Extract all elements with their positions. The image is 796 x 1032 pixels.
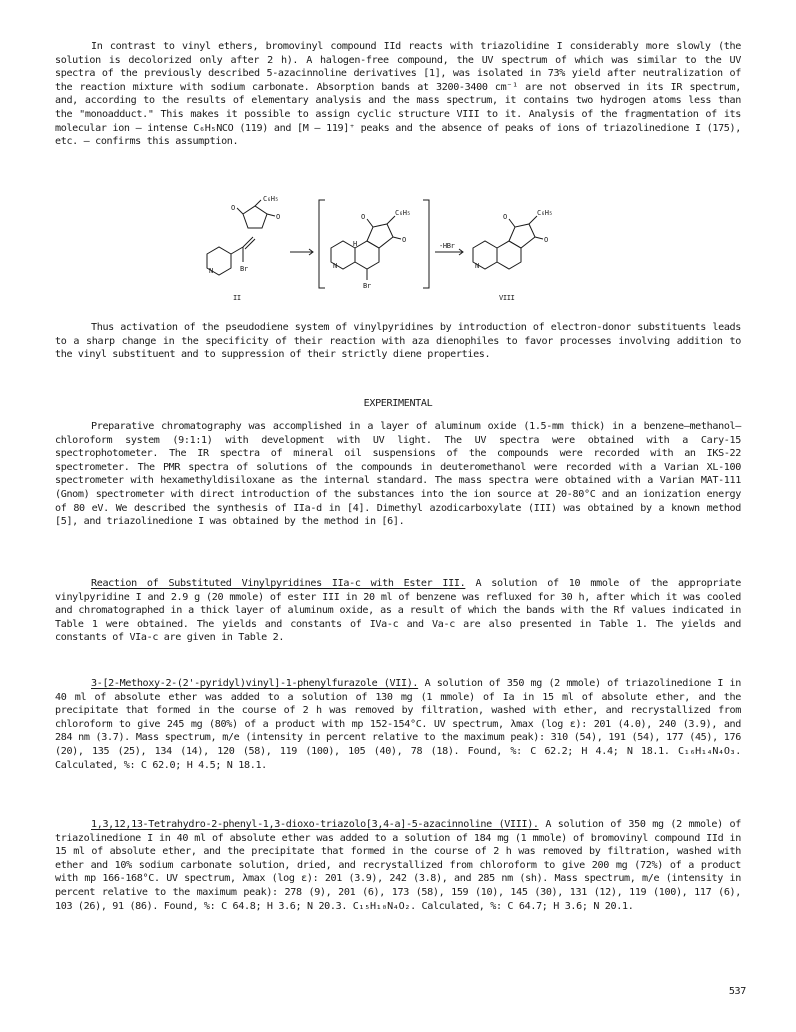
paragraph-reaction-iia-c (55, 577, 741, 645)
dihydro-ring-middle (355, 241, 379, 269)
triazolinedione-ring-middle (367, 224, 393, 248)
scheme-c6h5-right: C₆H₅ (537, 209, 553, 217)
bracket-right (423, 200, 429, 288)
scheme-n-middle: N (333, 262, 337, 270)
compound-vii-title: 3-[2-Methoxy-2-(2'-pyridyl)vinyl]-1-phenylfurazole (VII). (91, 678, 419, 689)
reaction-scheme-drawing (195, 192, 595, 312)
triazolinedione-ring-left (243, 206, 267, 228)
section-heading-experimental: EXPERIMENTAL (363, 398, 433, 409)
scheme-o-right-1: O (503, 213, 507, 221)
scheme-n-right: N (475, 262, 479, 270)
reaction-iia-c-title: Reaction of Substituted Vinylpyridines IIa-c with Ester III. (91, 578, 466, 589)
paragraph-intro: In contrast to vinyl ethers, bromovinyl compound IId reacts with triazolidine I considerably more slowly (the solution is decolorized only after 2 h). A halogen-free compound, the UV spectrum of which was similar to the UV spectra of the previously described 5-azacinnoline derivatives [1], was isolated in 73% yield after neutralization of the reaction mixture with sodium carbonate. Absorption bands at 3200-3400 cm⁻¹ are not observed in its IR spectrum, and, according to the results of elementary analysis and the mass spectrum, it contains two hydrogen atoms less than the "monoadduct." This makes it possible to assign cyclic structure VIII to it. Analysis of the fragmentation of its molecular ion — intense C₆H₅NCO (119) and [M — 119]⁺ peaks and the absence of peaks of ions of triazolinedione I (175), etc. — confirms this assumption. (55, 41, 741, 148)
scheme-c6h5-middle: C₆H₅ (395, 209, 411, 217)
scheme-n-left: N (209, 267, 213, 275)
scheme-o-middle-2: O (402, 236, 406, 244)
reagent-label: -HBr (439, 242, 455, 250)
scheme-o-middle-1: O (361, 213, 365, 221)
scheme-o-left-1: O (231, 204, 235, 212)
scheme-c6h5-left: C₆H₅ (263, 195, 279, 203)
pyridazine-ring-right (497, 241, 521, 269)
compound-vii-body: A solution of 350 mg (2 mmole) of triazolinedione I in 40 ml of absolute ether was added to a solution of 130 mg (1 mmole) of Ia in 15 ml of absolute ether, and the precipitate that formed in the course of 2 h was removed by filtration, washed with ether, and recrystallized from chloroform to give 245 mg (80%) of a product with mp 152-154°C. UV spectrum, λmax (log ε): 201 (4.0), 240 (3.9), and 284 nm (3.7). Mass spectrum, m/e (intensity in percent relative to the maximum peak): 310 (54), 191 (54), 177 (45), 176 (20), 135 (25), 134 (14), 120 (58), 119 (100), 105 (40), 78 (18). Found, %: C 62.2; H 4.4; N 18.1. C₁₆H₁₄N₄O₃. Calculated, %: C 62.0; H 4.5; N 18.1. (55, 678, 742, 771)
page-number: 537 (728, 986, 746, 997)
reaction-iia-c-body: A solution of 10 mmole of the appropriate vinylpyridine I and 2.9 g (20 mmole) of ester III in 20 ml of benzene was refluxed for 30 h, after which it was cooled and chromatographed in a thick layer of aluminum oxide, as a result of which the bands with the Rf values indicated in Table 1 were obtained. The yields and constants of IVa-c and Va-c are also presented in Table 1. The yields and constants of VIa-c are given in Table 2. (55, 578, 741, 644)
scheme-o-right-2: O (544, 236, 548, 244)
scheme-o-left-2: O (276, 213, 280, 221)
paragraph-compound-vii (55, 677, 741, 772)
compound-label-ii: II (233, 294, 241, 302)
triazolinedione-ring-right (509, 224, 535, 248)
paragraph-methods: Preparative chromatography was accomplished in a layer of aluminum oxide (1.5-mm thick) in a benzene—methanol—chloroform system (9:1:1) with development with UV light. The UV spectra were obtained with a Cary-15 spectrophotometer. The IR spectra of mineral oil suspensions of the compounds were recorded with an IKS-22 spectrometer. The PMR spectra of solutions of the compounds in deuteromethanol were recorded with a Varian XL-100 spectrometer with hexamethyldisiloxane as the internal standard. The mass spectra were obtained with a Varian MAT-111 (Gnom) spectrometer with direct introduction of the substances into the ion source at 20-80°C and an ionization energy of 80 eV. We described the synthesis of IIa-d in [4]. Dimethyl azodicarboxylate (III) was obtained by a known method [5], and triazolinedione I was obtained by the method in [6]. (55, 421, 741, 528)
paragraph-compound-viii (55, 818, 741, 913)
bracket-left (319, 200, 325, 288)
paragraph-activation: Thus activation of the pseudodiene system of vinylpyridines by introduction of electron-donor substituents leads to a sharp change in the specificity of their reaction with aza dienophiles to favor processes involving addition to the vinyl substituent and to suppression of their strictly diene properties. (55, 322, 741, 361)
scheme-h-middle: H (353, 240, 357, 248)
compound-label-viii: VIII (499, 294, 515, 302)
scheme-br-middle: Br (363, 282, 371, 290)
scheme-br-left: Br (240, 265, 248, 273)
compound-viii-body: A solution of 350 mg (2 mmole) of triazolinedione I in 40 ml of absolute ether was added to a solution of 184 mg (1 mmole) of bromovinyl compound IId in 15 ml of absolute ether, and the precipitate that formed in the course of 2 h was removed by filtration, washed with ether and 10% sodium carbonate solution, dried, and recrystallized from chloroform to give 200 mg (72%) of a product with mp 166-168°C. UV spectrum, λmax (log ε): 201 (3.9), 242 (3.8), and 285 nm (sh). Mass spectrum, m/e (intensity in percent relative to the maximum peak): 278 (9), 201 (6), 173 (58), 159 (10), 145 (30), 131 (12), 119 (100), 117 (6), 103 (26), 91 (86). Found, %: C 64.8; H 3.6; N 20.3. C₁₅H₁₀N₄O₂. Calculated, %: C 64.7; H 3.6; N 20.1. (55, 819, 741, 912)
compound-viii-title: 1,3,12,13-Tetrahydro-2-phenyl-1,3-dioxo-triazolo[3,4-a]-5-azacinnoline (VIII). (91, 819, 539, 830)
reaction-scheme (195, 192, 595, 312)
